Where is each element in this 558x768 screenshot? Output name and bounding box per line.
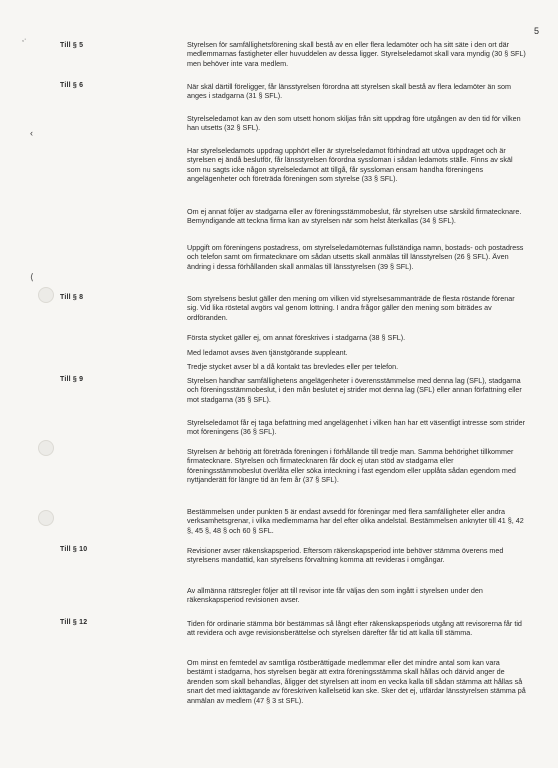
- section-label-8: Till § 8: [60, 294, 84, 301]
- binder-hole: [38, 510, 54, 526]
- paragraph: Tiden för ordinarie stämma bör bestämmas så långt efter räkenskapsperiods utgång att revisorerna får tid att revidera och avge revisionsberättelse och styrelsen därefter får tid att kalla till stämma.: [187, 619, 522, 638]
- paragraph: Som styrelsens beslut gäller den mening om vilken vid styrelsesammanträde de flesta röstande förenar sig. Vid lika röstetal avgörs val genom lottning. I andra frågor gäller den mening som biträdes av ordföranden.: [187, 294, 515, 322]
- paragraph: När skäl därtill föreligger, får länsstyrelsen förordna att styrelsen skall bestå av flera ledamöter än som anges i stadgarna (31 § SFL).: [187, 82, 511, 101]
- paragraph: Har styrelseledamots uppdrag upphört eller är styrelseledamot förhindrad att utöva uppdraget och är styrelsen ej ändå beslutför, får länsstyrelsen förordna syssloman i sådan ledamots ställe. Finns av skäl som nu sagts icke någon styrelseledamot att tillgå, får syssloman ensam handha föreningens angelägenheter och företräda föreningen som styrelse (33 § SFL).: [187, 146, 513, 184]
- pencil-mark-icon: ‹: [30, 128, 33, 138]
- pencil-mark-icon: ,·: [22, 36, 27, 43]
- paragraph: Med ledamot avses även tjänstgörande suppleant.: [187, 348, 348, 357]
- paragraph: Av allmänna rättsregler följer att till revisor inte får väljas den som ingått i styrelsen under den räkenskapsperiod revisionen avser.: [187, 586, 483, 605]
- paragraph: Styrelsen för samfällighetsförening skall bestå av en eller flera ledamöter och ha sitt säte i den ort där medlemmarnas fastigheter eller huvuddelen av dessa ligger. Styrelseledamot skall vara myndig (30 § SFL) men behöver inte vara medlem.: [187, 40, 526, 68]
- section-label-12: Till § 12: [60, 619, 88, 626]
- paragraph: Första stycket gäller ej, om annat föreskrives i stadgarna (38 § SFL).: [187, 333, 406, 342]
- paragraph: Styrelseledamot kan av den som utsett honom skiljas från sitt uppdrag före utgången av den tid för vilken han utsetts (32 § SFL).: [187, 114, 521, 133]
- section-label-6: Till § 6: [60, 82, 84, 89]
- binder-hole: [38, 440, 54, 456]
- paragraph: Uppgift om föreningens postadress, om styrelseledamöternas fullständiga namn, bostads- och postadress och telefon samt om firmatecknare om sådan utsetts skall anmälas till länsstyrelsen (26 § SFL). Även ändring i dessa förhållanden skall anmälas till länsstyrelsen (39 § SFL).: [187, 243, 524, 271]
- paragraph: Styrelsen handhar samfällighetens angelägenheter i överensstämmelse med denna lag (SFL), stadgarna och föreningsstämmobeslut, i den mån beslutet ej strider mot denna lag (SFL) eller annan författning eller mot stadgarna (35 § SFL).: [187, 376, 522, 404]
- paragraph: Om minst en femtedel av samtliga röstberättigade medlemmar eller det mindre antal som kan vara bestämt i stadgarna, hos styrelsen begär att extra föreningsstämma skall hållas och därvid anger de ärenden som skall behandlas, åligger det styrelsen att inom en vecka kalla till sådan stämma att hållas så snart det med iakttagande av föreskriven kallelsetid kan ske. Sker det ej, utfärdar länsstyrelsen stämma på anmälan av medlem (47 § 3 st SFL).: [187, 658, 526, 705]
- paragraph: Tredje stycket avser bl a då kontakt tas brevledes eller per telefon.: [187, 362, 399, 371]
- pencil-mark-icon: ⟨: [30, 272, 34, 282]
- section-label-9: Till § 9: [60, 376, 84, 383]
- paragraph: Styrelsen är behörig att företräda föreningen i förhållande till tredje man. Samma behörighet tillkommer firmatecknare. Styrelsen och firmatecknaren får dock ej utan stöd av stadgarna eller föreningsstämmobeslut överlåta eller söka inteckning i fast egendom eller upplåta sådan egendom med nyttjanderätt för längre tid än fem år (37 § SFL).: [187, 447, 516, 485]
- paragraph: Styrelseledamot får ej taga befattning med angelägenhet i vilken han har ett väsentligt intresse som strider mot föreningens (36 § SFL).: [187, 418, 526, 437]
- paragraph: Bestämmelsen under punkten 5 är endast avsedd för föreningar med flera samfälligheter eller andra verksamhetsgrenar, i vilka medlemmarna har del efter olika andelstal. Bestämmelsen anknyter till 41 §, 42 §, 45 §, 48 § och 60 § SFL.: [187, 507, 524, 535]
- paragraph: Om ej annat följer av stadgarna eller av föreningsstämmobeslut, får styrelsen utse särskild firmatecknare. Bemyndigande att teckna firma kan av styrelsen när som helst återkallas (34 § SFL).: [187, 207, 522, 226]
- page-number: 5: [534, 26, 540, 36]
- section-label-5: Till § 5: [60, 42, 84, 49]
- paragraph: Revisioner avser räkenskapsperiod. Eftersom räkenskapsperiod inte behöver stämma överens med styrelsens mandattid, kan styrelsens förvaltning komma att revideras i omgångar.: [187, 546, 504, 565]
- section-label-10: Till § 10: [60, 546, 88, 553]
- binder-hole: [38, 287, 54, 303]
